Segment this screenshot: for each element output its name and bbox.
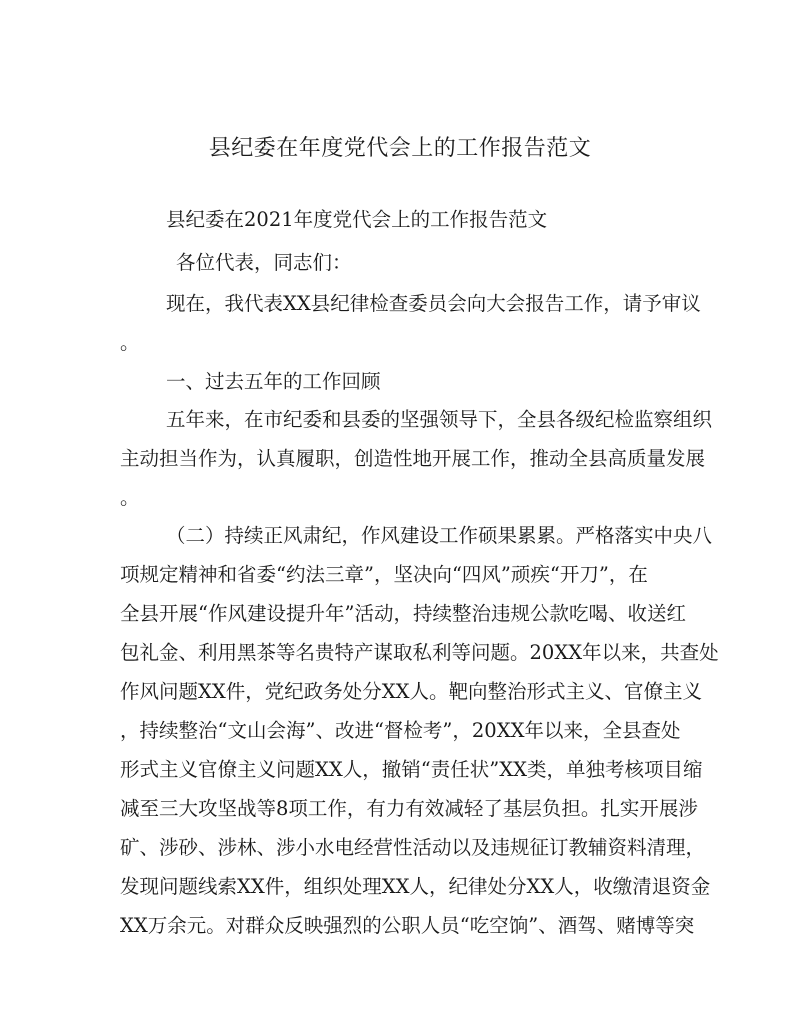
paragraph-line: 全县开展“作风建设提升年”活动，持续整治违规公款吃喝、收送红	[120, 602, 686, 625]
paragraph-line: ，持续整治“文山会海”、改进“督检考”，20XX年以来，全县查处	[120, 719, 681, 742]
paragraph-line: 项规定精神和省委“约法三章”，坚决向“四风”顽疾“开刀”，在	[120, 563, 648, 586]
paragraph-line: XX万余元。对群众反映强烈的公职人员“吃空饷”、酒驾、赌博等突	[120, 914, 695, 937]
paragraph-line: 矿、涉砂、涉林、涉小水电经营性活动以及违规征订教辅资料清理，	[120, 836, 706, 859]
subtitle-line: 县纪委在2021年度党代会上的工作报告范文	[166, 208, 548, 231]
paragraph-line: 形式主义官僚主义问题XX人，撤销“责任状”XX类，单独考核项目缩	[120, 758, 703, 781]
paragraph-line: 发现问题线索XX件，组织处理XX人，纪律处分XX人，收缴清退资金	[120, 875, 711, 898]
section-heading: 一、过去五年的工作回顾	[166, 370, 381, 393]
paragraph-line: 减至三大攻坚战等8项工作，有力有效减轻了基层负担。扎实开展涉	[120, 797, 698, 820]
paragraph-line: 主动担当作为，认真履职，创造性地开展工作，推动全县高质量发展	[120, 447, 706, 470]
paragraph-line: 包礼金、利用黑茶等名贵特产谋取私利等问题。20XX年以来，共查处	[120, 641, 719, 664]
salutation-line: 各位代表，同志们：	[176, 251, 352, 274]
paragraph-line: 五年来，在市纪委和县委的坚强领导下，全县各级纪检监察组织	[166, 408, 713, 431]
paragraph-line: 。	[120, 486, 140, 509]
paragraph-line: 现在，我代表XX县纪律检查委员会向大会报告工作，请予审议	[166, 292, 701, 315]
paragraph-line: （二）持续正风肃纪，作风建设工作硕果累累。严格落实中央八	[166, 524, 713, 547]
paragraph-line: 作风问题XX件，党纪政务处分XX人。靶向整治形式主义、官僚主义	[120, 680, 703, 703]
paragraph-line: 。	[120, 331, 140, 354]
document-title: 县纪委在年度党代会上的工作报告范文	[208, 136, 592, 161]
